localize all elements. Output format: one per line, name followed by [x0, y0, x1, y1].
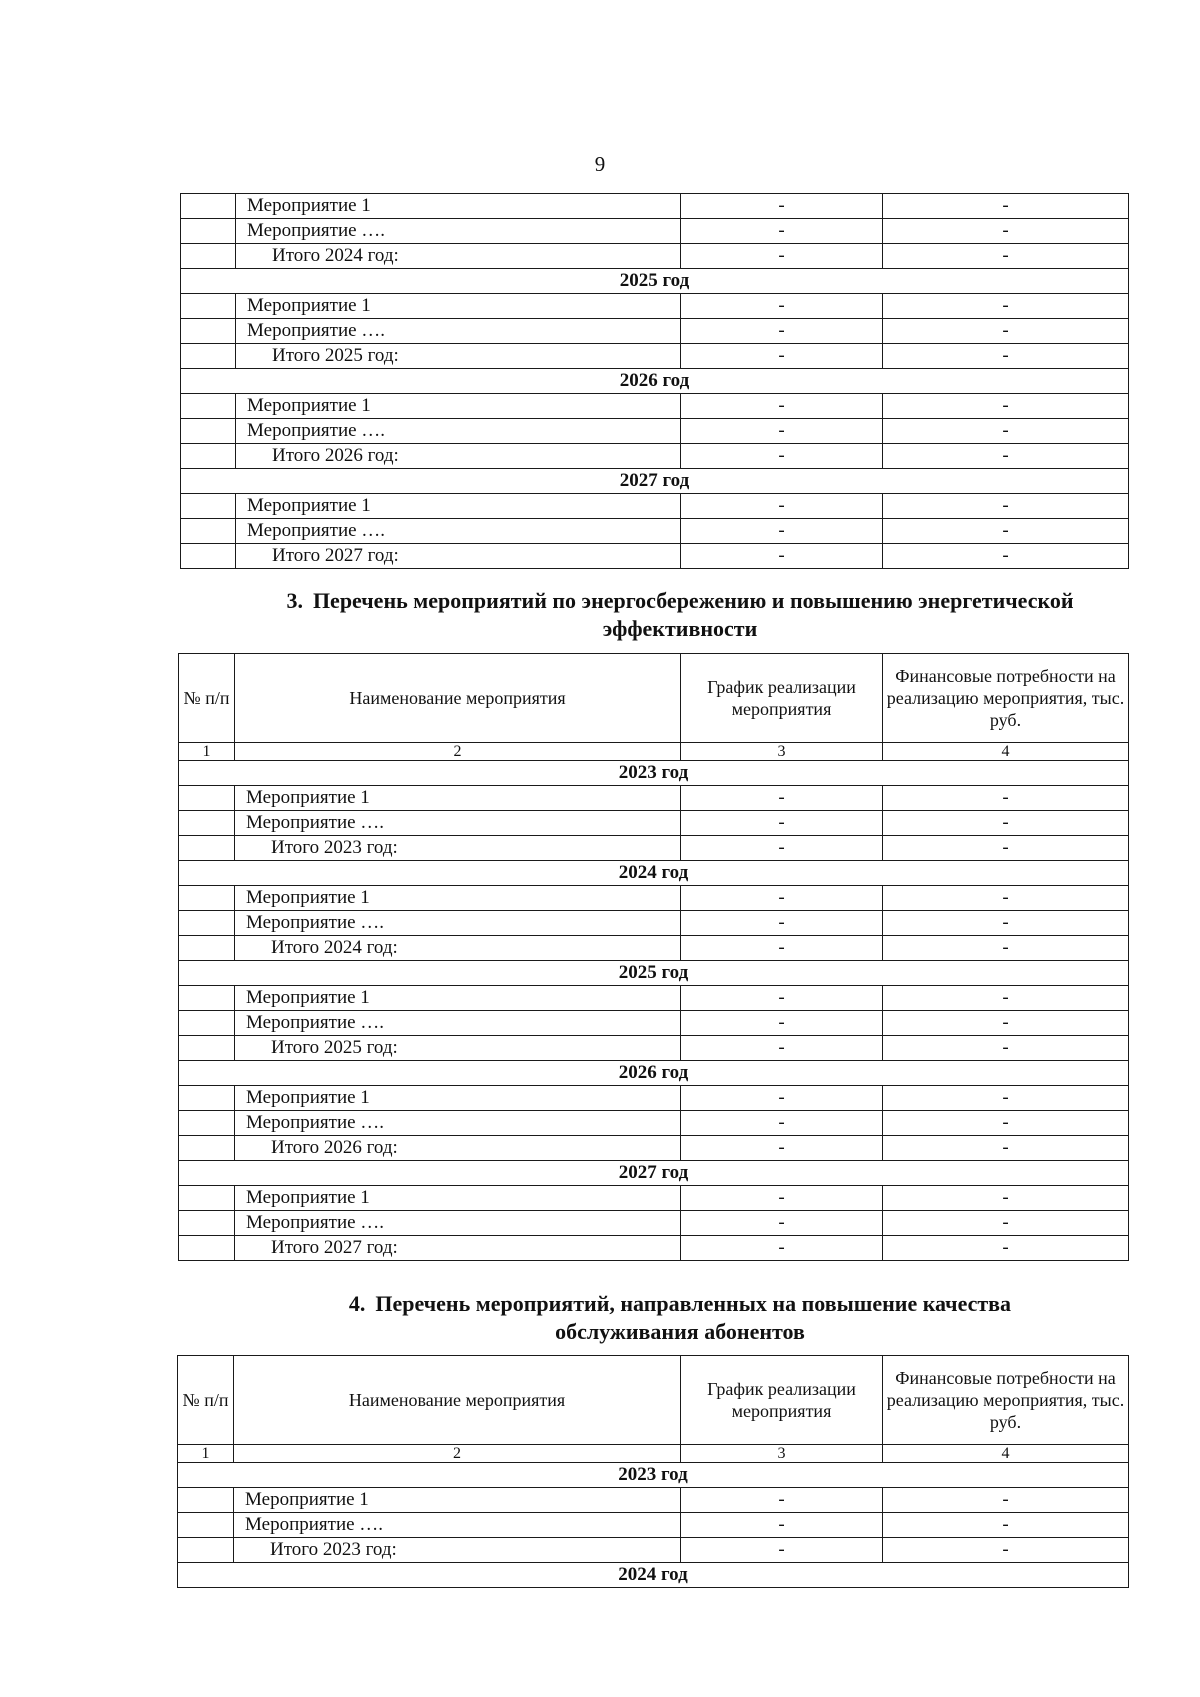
finance-cell: - [883, 1111, 1129, 1136]
year-row [178, 1563, 1129, 1588]
finance-cell: - [883, 1211, 1129, 1236]
event-name: Мероприятие …. [236, 219, 681, 244]
total-row [181, 444, 1129, 469]
page-number: 9 [594, 152, 606, 176]
finance-cell: - [883, 394, 1129, 419]
section-3-number: 3. [286, 588, 303, 613]
finance-cell: - [883, 911, 1129, 936]
colnum-2: 2 [235, 743, 681, 761]
year-row [181, 369, 1129, 394]
header-finance: Финансовые потребности на реализацию мероприятия, тыс. руб. [883, 1356, 1129, 1445]
energy-saving-table [178, 653, 1129, 1261]
table-row [179, 911, 1129, 936]
schedule-cell: - [681, 294, 883, 319]
schedule-cell: - [681, 1111, 883, 1136]
finance-cell: - [883, 219, 1129, 244]
schedule-cell: - [681, 444, 883, 469]
schedule-cell: - [681, 1236, 883, 1261]
total-label: Итого 2023 год: [234, 1538, 681, 1563]
event-name: Мероприятие 1 [235, 1086, 681, 1111]
table-row [179, 986, 1129, 1011]
schedule-cell: - [681, 1086, 883, 1111]
table-row [178, 1488, 1129, 1513]
total-row [179, 936, 1129, 961]
header-name: Наименование мероприятия [234, 1356, 681, 1445]
finance-cell: - [883, 1538, 1129, 1563]
total-label: Итого 2026 год: [235, 1136, 681, 1161]
section-3-title-line2: эффективности [602, 616, 758, 641]
table-row [181, 319, 1129, 344]
schedule-cell: - [681, 786, 883, 811]
table-row [179, 1086, 1129, 1111]
schedule-cell: - [681, 1036, 883, 1061]
total-label: Итого 2027 год: [235, 1236, 681, 1261]
section-4-title-line1: Перечень мероприятий, направленных на повышение качества [375, 1291, 1012, 1316]
event-name: Мероприятие …. [235, 1211, 681, 1236]
total-label: Итого 2023 год: [235, 836, 681, 861]
total-row [179, 1036, 1129, 1061]
row-num-cell [181, 519, 236, 544]
row-num-cell [181, 494, 236, 519]
schedule-cell: - [681, 1011, 883, 1036]
total-row [181, 544, 1129, 569]
colnum-2: 2 [234, 1445, 681, 1463]
total-label: Итого 2024 год: [235, 936, 681, 961]
row-num-cell [179, 1236, 235, 1261]
table-row [181, 419, 1129, 444]
finance-cell: - [883, 319, 1129, 344]
year-label: 2023 год [179, 761, 1129, 786]
schedule-cell: - [681, 1488, 883, 1513]
schedule-cell: - [681, 219, 883, 244]
year-label: 2026 год [181, 369, 1129, 394]
table-header-row [179, 654, 1129, 743]
table-header-row [178, 1356, 1129, 1445]
year-row [179, 1061, 1129, 1086]
year-row [179, 761, 1129, 786]
table-row [179, 786, 1129, 811]
schedule-cell: - [681, 1136, 883, 1161]
schedule-cell: - [681, 519, 883, 544]
row-num-cell [179, 1186, 235, 1211]
finance-cell: - [883, 1036, 1129, 1061]
finance-cell: - [883, 1136, 1129, 1161]
table-row [181, 194, 1129, 219]
row-num-cell [181, 419, 236, 444]
year-label: 2024 год [178, 1563, 1129, 1588]
schedule-cell: - [681, 836, 883, 861]
table-row [179, 1211, 1129, 1236]
finance-cell: - [883, 419, 1129, 444]
schedule-cell: - [681, 1186, 883, 1211]
section-3-title [240, 587, 1120, 643]
total-row [181, 244, 1129, 269]
finance-cell: - [883, 1513, 1129, 1538]
event-name: Мероприятие 1 [236, 494, 681, 519]
section-4-title-line2: обслуживания абонентов [555, 1319, 805, 1344]
section-3-title-line1: Перечень мероприятий по энергосбережению и повышению энергетической [312, 588, 1074, 613]
row-num-cell [179, 986, 235, 1011]
event-name: Мероприятие …. [235, 1111, 681, 1136]
colnum-4: 4 [883, 743, 1129, 761]
finance-cell: - [883, 1086, 1129, 1111]
finance-cell: - [883, 986, 1129, 1011]
schedule-cell: - [681, 911, 883, 936]
year-label: 2023 год [178, 1463, 1129, 1488]
year-row [179, 961, 1129, 986]
year-row [179, 1161, 1129, 1186]
event-name: Мероприятие …. [234, 1513, 681, 1538]
finance-cell: - [883, 244, 1129, 269]
finance-cell: - [883, 1011, 1129, 1036]
table-row [181, 494, 1129, 519]
row-num-cell [179, 911, 235, 936]
year-label: 2025 год [179, 961, 1129, 986]
schedule-cell: - [681, 986, 883, 1011]
finance-cell: - [883, 886, 1129, 911]
colnum-1: 1 [178, 1445, 234, 1463]
event-name: Мероприятие …. [235, 811, 681, 836]
colnum-3: 3 [681, 1445, 883, 1463]
row-num-cell [178, 1513, 234, 1538]
finance-cell: - [883, 544, 1129, 569]
event-name: Мероприятие 1 [235, 886, 681, 911]
finance-cell: - [883, 294, 1129, 319]
total-label: Итого 2027 год: [236, 544, 681, 569]
row-num-cell [181, 394, 236, 419]
table-row [179, 1111, 1129, 1136]
event-name: Мероприятие 1 [236, 294, 681, 319]
total-label: Итого 2024 год: [236, 244, 681, 269]
total-row [179, 1136, 1129, 1161]
row-num-cell [179, 1086, 235, 1111]
section-4-title [240, 1290, 1120, 1346]
table-row [179, 1011, 1129, 1036]
column-numbers-row [178, 1445, 1129, 1463]
total-label: Итого 2025 год: [236, 344, 681, 369]
event-name: Мероприятие 1 [236, 194, 681, 219]
schedule-cell: - [681, 544, 883, 569]
table-row [181, 294, 1129, 319]
finance-cell: - [883, 836, 1129, 861]
year-label: 2027 год [179, 1161, 1129, 1186]
event-name: Мероприятие 1 [235, 786, 681, 811]
row-num-cell [179, 1111, 235, 1136]
total-row [181, 344, 1129, 369]
schedule-cell: - [681, 1538, 883, 1563]
events-table-part1 [180, 193, 1129, 569]
row-num-cell [179, 886, 235, 911]
finance-cell: - [883, 1236, 1129, 1261]
year-label: 2026 год [179, 1061, 1129, 1086]
schedule-cell: - [681, 494, 883, 519]
schedule-cell: - [681, 1211, 883, 1236]
total-row [179, 1236, 1129, 1261]
event-name: Мероприятие 1 [235, 1186, 681, 1211]
row-num-cell [179, 786, 235, 811]
year-row [181, 469, 1129, 494]
header-schedule: График реализации мероприятия [681, 1356, 883, 1445]
colnum-1: 1 [179, 743, 235, 761]
year-row [181, 269, 1129, 294]
row-num-cell [181, 244, 236, 269]
finance-cell: - [883, 444, 1129, 469]
row-num-cell [181, 219, 236, 244]
colnum-3: 3 [681, 743, 883, 761]
row-num-cell [179, 1136, 235, 1161]
schedule-cell: - [681, 811, 883, 836]
event-name: Мероприятие 1 [234, 1488, 681, 1513]
schedule-cell: - [681, 319, 883, 344]
year-row [178, 1463, 1129, 1488]
finance-cell: - [883, 344, 1129, 369]
finance-cell: - [883, 519, 1129, 544]
finance-cell: - [883, 1488, 1129, 1513]
year-label: 2027 год [181, 469, 1129, 494]
finance-cell: - [883, 494, 1129, 519]
row-num-cell [181, 294, 236, 319]
service-quality-table [177, 1355, 1129, 1588]
header-schedule: График реализации мероприятия [681, 654, 883, 743]
section-4-number: 4. [348, 1291, 366, 1316]
table-row [179, 811, 1129, 836]
row-num-cell [181, 444, 236, 469]
total-row [179, 836, 1129, 861]
total-row [178, 1538, 1129, 1563]
row-num-cell [178, 1488, 234, 1513]
header-name: Наименование мероприятия [235, 654, 681, 743]
year-label: 2024 год [179, 861, 1129, 886]
schedule-cell: - [681, 886, 883, 911]
schedule-cell: - [681, 194, 883, 219]
schedule-cell: - [681, 419, 883, 444]
row-num-cell [181, 194, 236, 219]
total-label: Итого 2026 год: [236, 444, 681, 469]
finance-cell: - [883, 1186, 1129, 1211]
event-name: Мероприятие …. [236, 319, 681, 344]
table-row [181, 519, 1129, 544]
schedule-cell: - [681, 244, 883, 269]
row-num-cell [179, 1036, 235, 1061]
event-name: Мероприятие …. [235, 1011, 681, 1036]
schedule-cell: - [681, 1513, 883, 1538]
year-row [179, 861, 1129, 886]
row-num-cell [181, 319, 236, 344]
finance-cell: - [883, 936, 1129, 961]
row-num-cell [179, 936, 235, 961]
table-row [178, 1513, 1129, 1538]
event-name: Мероприятие …. [236, 519, 681, 544]
table-row [181, 219, 1129, 244]
finance-cell: - [883, 786, 1129, 811]
row-num-cell [179, 811, 235, 836]
schedule-cell: - [681, 394, 883, 419]
header-finance: Финансовые потребности на реализацию мероприятия, тыс. руб. [883, 654, 1129, 743]
colnum-4: 4 [883, 1445, 1129, 1463]
finance-cell: - [883, 194, 1129, 219]
table-row [181, 394, 1129, 419]
schedule-cell: - [681, 936, 883, 961]
table-row [179, 886, 1129, 911]
total-label: Итого 2025 год: [235, 1036, 681, 1061]
row-num-cell [181, 544, 236, 569]
event-name: Мероприятие …. [236, 419, 681, 444]
finance-cell: - [883, 811, 1129, 836]
event-name: Мероприятие 1 [236, 394, 681, 419]
header-num: № п/п [179, 654, 235, 743]
header-num: № п/п [178, 1356, 234, 1445]
schedule-cell: - [681, 344, 883, 369]
row-num-cell [178, 1538, 234, 1563]
row-num-cell [179, 1211, 235, 1236]
event-name: Мероприятие 1 [235, 986, 681, 1011]
row-num-cell [179, 1011, 235, 1036]
row-num-cell [181, 344, 236, 369]
year-label: 2025 год [181, 269, 1129, 294]
event-name: Мероприятие …. [235, 911, 681, 936]
column-numbers-row [179, 743, 1129, 761]
row-num-cell [179, 836, 235, 861]
table-row [179, 1186, 1129, 1211]
